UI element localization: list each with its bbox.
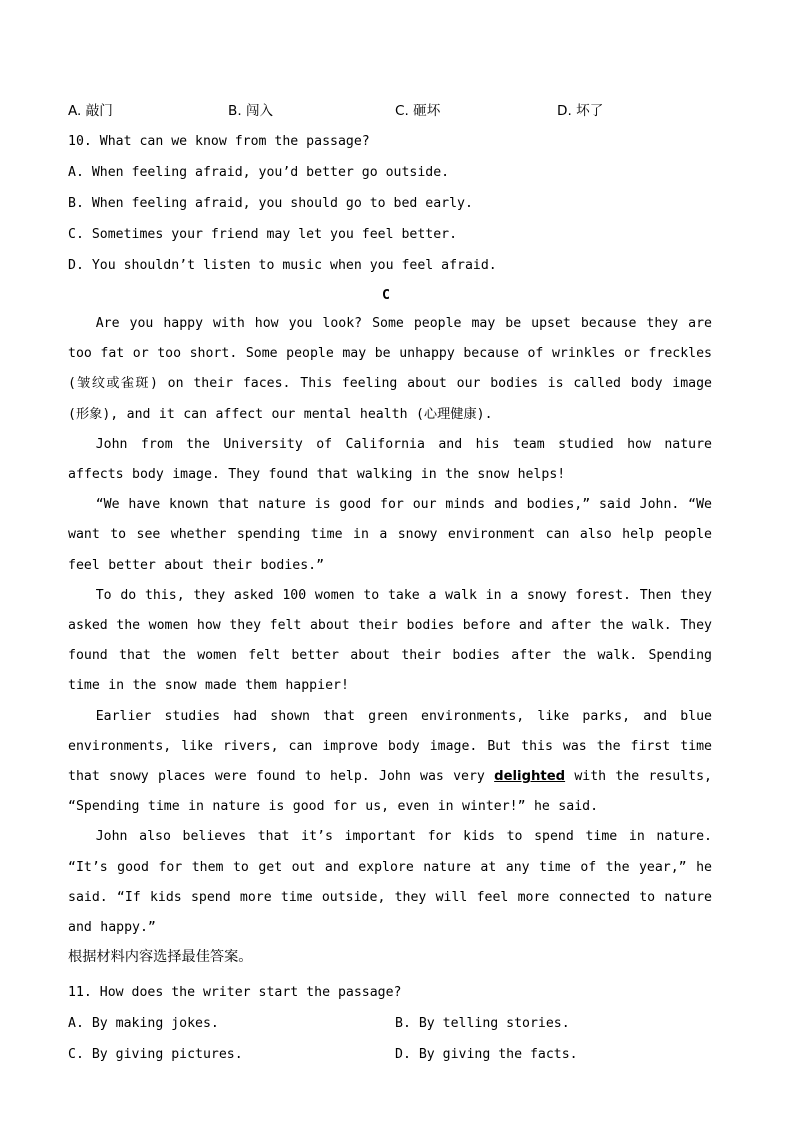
question11-options-row-2 — [68, 1039, 712, 1070]
passage-paragraph-6 — [68, 822, 712, 943]
question11-option-d[interactable]: D. By giving the facts. — [395, 1047, 578, 1063]
passage-paragraph-5-after: with the results, “Spending time in nature is good for us, even in winter!” he said. — [68, 769, 712, 815]
chinese-instruction: 根据材料内容选择最佳答案。 — [68, 949, 253, 966]
question11-options-row-1 — [68, 1008, 712, 1039]
passage-paragraph-1 — [68, 309, 712, 430]
passage-paragraph-2 — [68, 430, 712, 490]
passage-paragraph-2-text: John from the University of California and his team studied how nature affects body image. They found that walking in the snow helps! — [68, 436, 712, 483]
passage-paragraph-4 — [68, 581, 712, 702]
question10-option-d[interactable]: D. You shouldn’t listen to music when you feel afraid. — [68, 258, 497, 273]
passage-section-heading: C — [382, 288, 390, 303]
question10-stem: 10. What can we know from the passage? — [68, 134, 370, 149]
question10-option-b[interactable]: B. When feeling afraid, you should go to bed early. — [68, 196, 473, 211]
underlined-keyword-delighted: delighted — [494, 769, 566, 785]
question9-option-b[interactable]: B. 闯入 — [228, 103, 274, 119]
question9-options-row — [68, 96, 712, 126]
passage-paragraph-6-text: John also believes that it’s important for kids to spend time in nature. “It’s good for them to get out and explore nature at any time of the year,” he said. “If kids spend more time outside, they will feel more connected to nature and happy.” — [68, 829, 712, 936]
passage-paragraph-1-text: Are you happy with how you look? Some people may be upset because they are too fat or too short. Some people may be unhappy because of wrinkles or freckles (皱纹或雀斑) on their faces. This feeling about our bodies is called body image (形象), and it can affect our mental health (心理健康). — [68, 316, 712, 422]
question9-option-c[interactable]: C. 砸坏 — [395, 103, 441, 119]
question11-option-c[interactable]: C. By giving pictures. — [68, 1047, 243, 1063]
passage-paragraph-3 — [68, 490, 712, 581]
passage-paragraph-5-before: Earlier studies had shown that green environments, like parks, and blue environments, like rivers, can improve body image. But this was the first time that snowy places were found to help. John was very — [68, 708, 712, 785]
question11-option-a[interactable]: A. By making jokes. — [68, 1016, 219, 1032]
question10-option-c[interactable]: C. Sometimes your friend may let you feel better. — [68, 227, 458, 242]
question9-option-a[interactable]: A. 敲门 — [68, 103, 113, 119]
passage-paragraph-5 — [68, 702, 712, 823]
passage-paragraph-3-text: “We have known that nature is good for our minds and bodies,” said John. “We want to see whether spending time in a snowy environment can also help people feel better about their bodies.” — [68, 497, 712, 573]
question10-option-a[interactable]: A. When feeling afraid, you’d better go outside. — [68, 165, 450, 180]
question11-option-b[interactable]: B. By telling stories. — [395, 1016, 570, 1032]
passage-paragraph-4-text: To do this, they asked 100 women to take a walk in a snowy forest. Then they asked the women how they felt about their bodies before and after the walk. They found that the women felt better about their bodies after the walk. Spending time in the snow made them happier! — [68, 587, 712, 694]
question9-option-d[interactable]: D. 坏了 — [557, 103, 604, 119]
question11-stem: 11. How does the writer start the passage? — [68, 985, 402, 1001]
page-content — [68, 96, 712, 1070]
